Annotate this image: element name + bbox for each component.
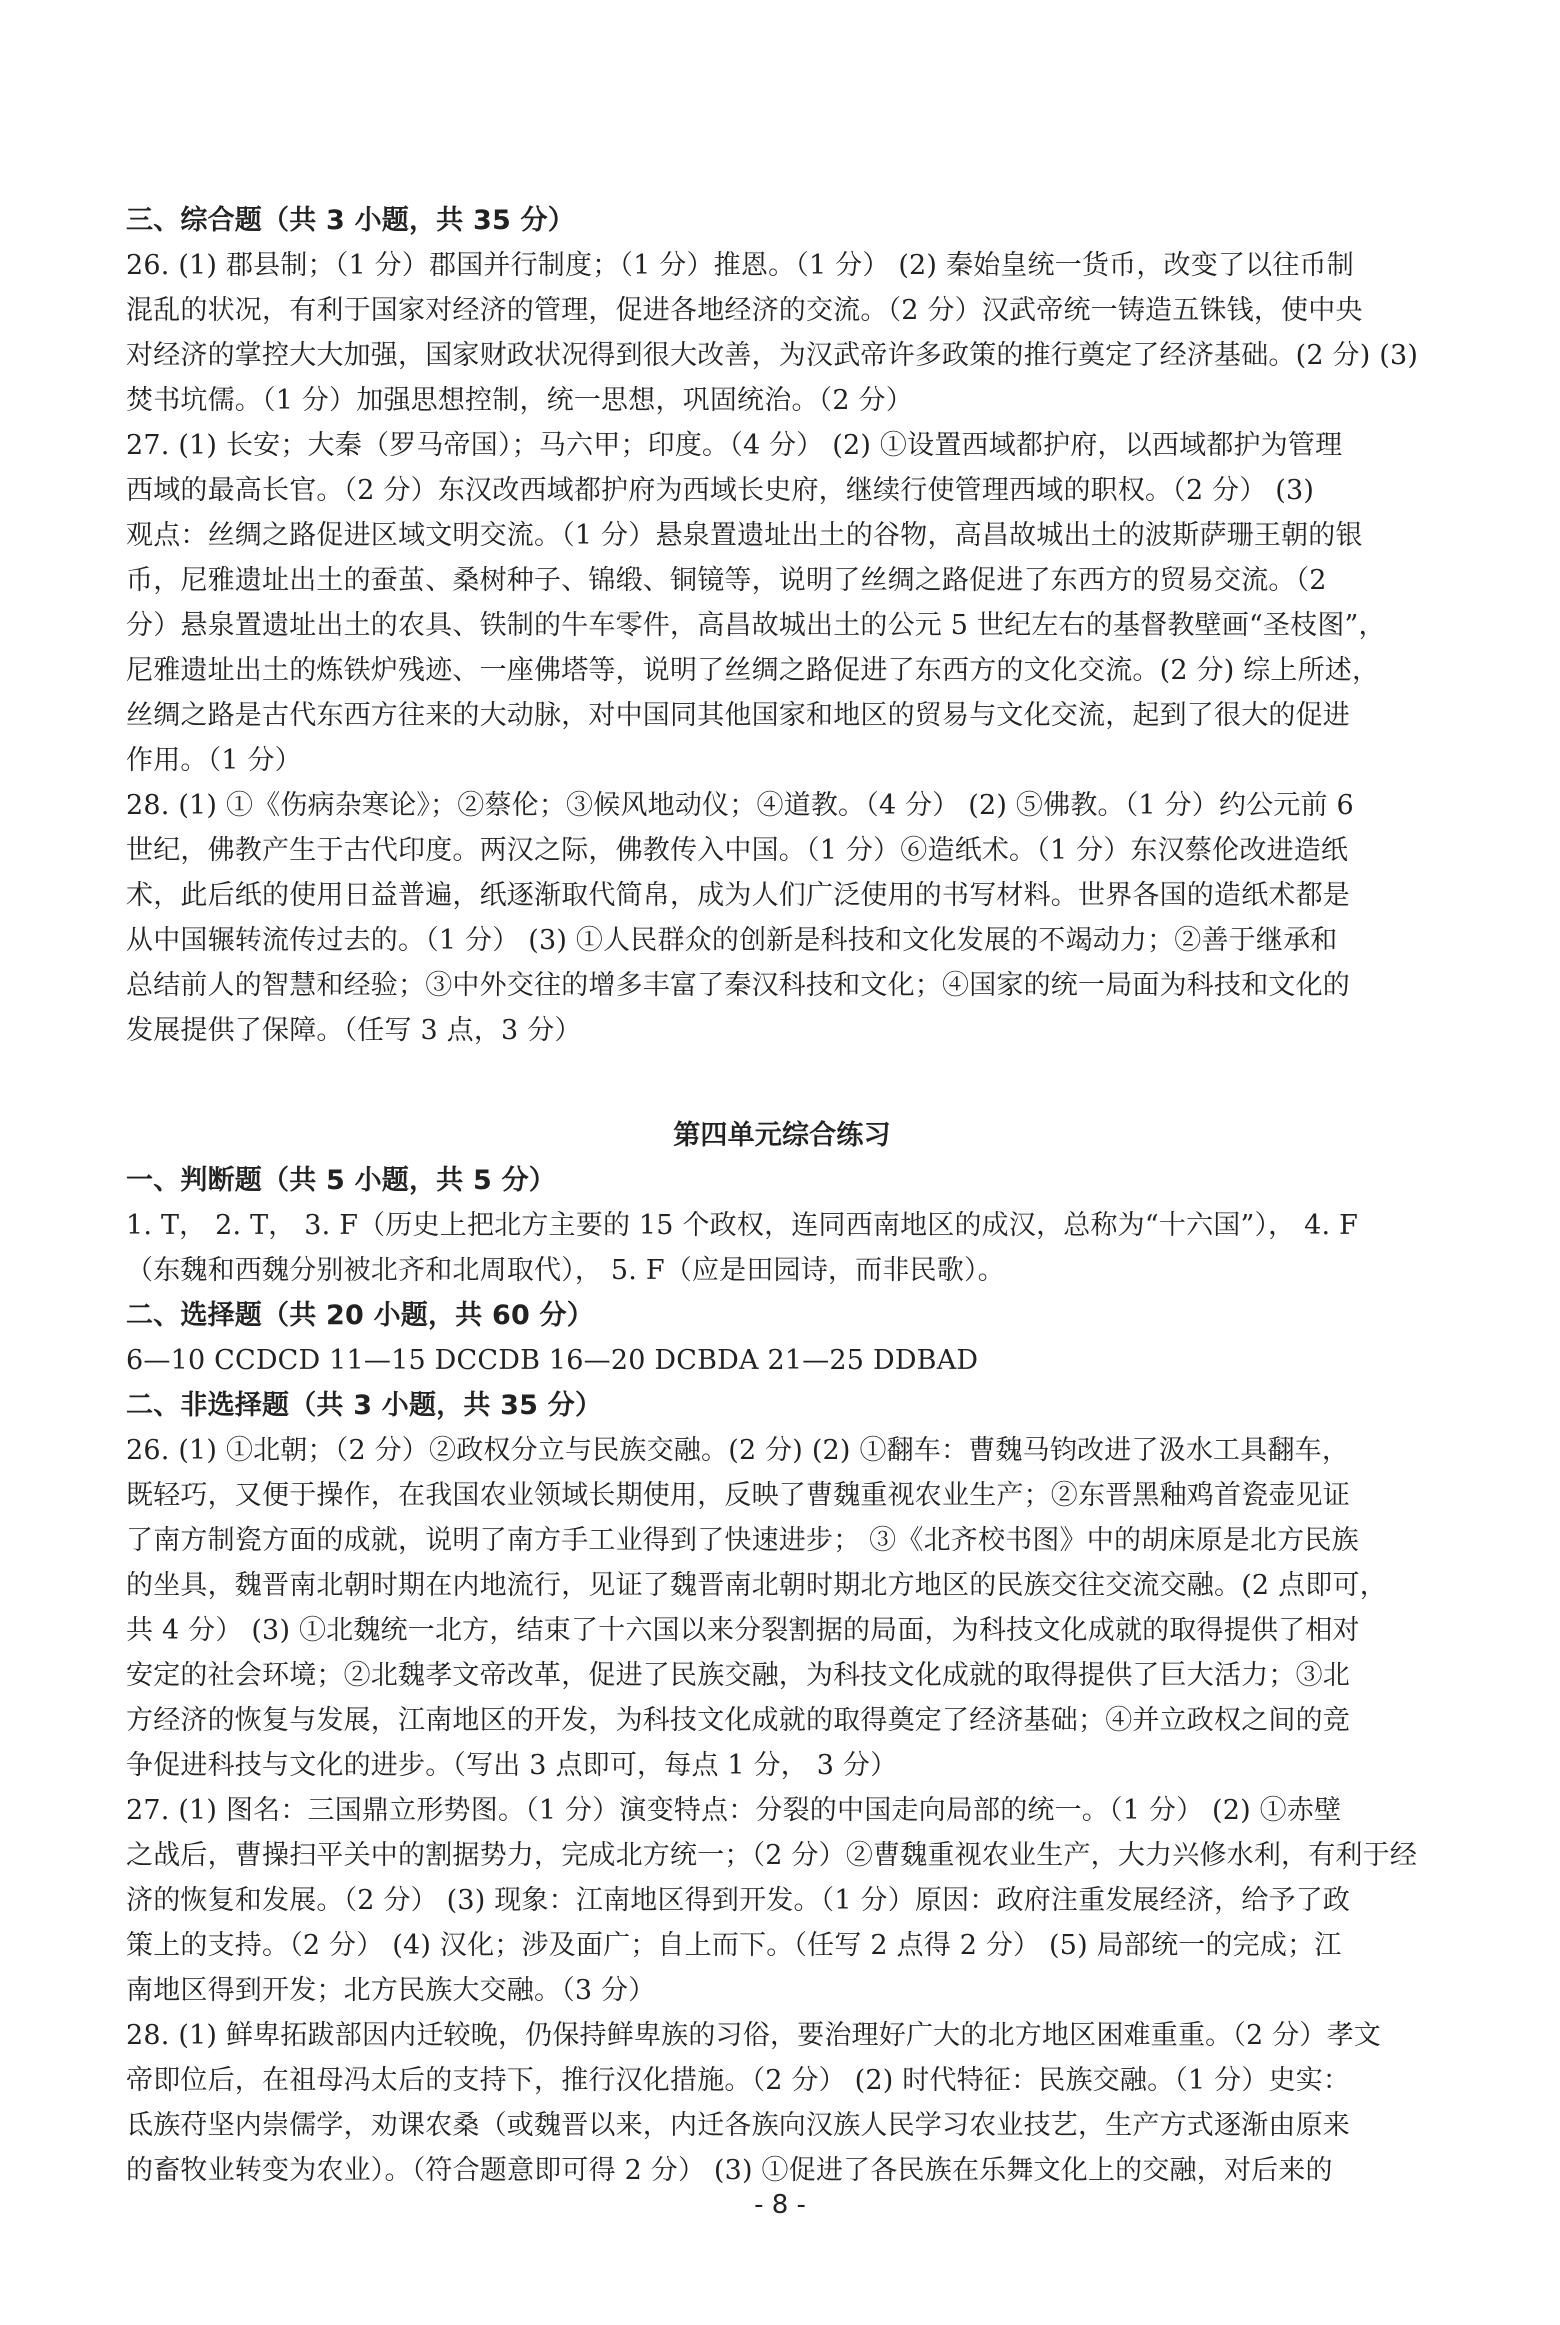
text-line: 济的恢复和发展。（2 分） (3) 现象：江南地区得到开发。（1 分）原因：政府注重发展经济，给予了政: [126, 1885, 1351, 1916]
text-line: 发展提供了保障。（任写 3 点，3 分）: [126, 1015, 582, 1046]
text-line: 既轻巧，又便于操作，在我国农业领域长期使用，反映了曹魏重视农业生产；②东晋黑釉鸡首瓷壶见证: [126, 1480, 1350, 1511]
choice-answers: 6—10 CCDCD 11—15 DCCDB 16—20 DCBDA 21—25 DDBAD: [126, 1345, 979, 1376]
text-line: 总结前人的智慧和经验；③中外交往的增多丰富了秦汉科技和文化；④国家的统一局面为科技和文化的: [126, 970, 1350, 1001]
text-line: 方经济的恢复与发展，江南地区的开发，为科技文化成就的取得奠定了经济基础；④并立政权之间的竞: [126, 1705, 1350, 1736]
section3-heading: 三、综合题（共 3 小题，共 35 分）: [126, 205, 575, 236]
text-line: 对经济的掌控大大加强，国家财政状况得到很大改善，为汉武帝许多政策的推行奠定了经济基础。(2 分) (3): [126, 340, 1419, 371]
answer-page: [126, 198, 1438, 2193]
text-line: 的畜牧业转变为农业）。（符合题意即可得 2 分） (3) ①促进了各民族在乐舞文化上的交融，对后来的: [126, 2155, 1333, 2186]
text-line: 焚书坑儒。（1 分）加强思想控制，统一思想，巩固统治。（2 分）: [126, 385, 913, 416]
text-line: 了南方制瓷方面的成就，说明了南方手工业得到了快速进步； ③《北齐校书图》中的胡床原是北方民族: [126, 1525, 1359, 1556]
text-line: 共 4 分） (3) ①北魏统一北方，结束了十六国以来分裂割据的局面，为科技文化成就的取得提供了相对: [126, 1615, 1360, 1646]
section3-body: [126, 243, 1438, 1053]
text-line: 术，此后纸的使用日益普遍，纸逐渐取代简帛，成为人们广泛使用的书写材料。世界各国的造纸术都是: [126, 880, 1350, 911]
text-line: 氐族苻坚内崇儒学，劝课农桑（或魏晋以来，内迁各族向汉族人民学习农业技艺，生产方式逐渐由原来: [126, 2110, 1350, 2141]
text-line: 分）悬泉置遗址出土的农具、铁制的牛车零件，高昌故城出土的公元 5 世纪左右的基督教壁画“圣枝图”，: [126, 610, 1386, 641]
text-line: 安定的社会环境；②北魏孝文帝改革，促进了民族交融，为科技文化成就的取得提供了巨大活力；③北: [126, 1660, 1350, 1691]
text-line: 27. (1) 长安；大秦（罗马帝国）；马六甲；印度。（4 分） (2) ①设置西域都护府，以西域都护为管理: [126, 430, 1343, 461]
text-line: 28. (1) 鲜卑拓跋部因内迁较晚，仍保持鲜卑族的习俗，要治理好广大的北方地区困难重重。（2 分）孝文: [126, 2020, 1382, 2051]
page-number: - 8 -: [754, 2190, 806, 2220]
text-line: 世纪，佛教产生于古代印度。两汉之际，佛教传入中国。（1 分）⑥造纸术。（1 分）东汉蔡伦改进造纸: [126, 835, 1349, 866]
text-line: 争促进科技与文化的进步。（写出 3 点即可，每点 1 分， 3 分）: [126, 1750, 898, 1781]
text-line: 的坐具，魏晋南北朝时期在内地流行，见证了魏晋南北朝时期北方地区的民族交往交流交融。(2 点即可，: [126, 1570, 1387, 1601]
text-line: 从中国辗转流传过去的。（1 分） (3) ①人民群众的创新是科技和文化发展的不竭动力；②善于继承和: [126, 925, 1338, 956]
text-line: 策上的支持。（2 分） (4) 汉化；涉及面广；自上而下。（任写 2 点得 2 分） (5) 局部统一的完成；江: [126, 1930, 1342, 1961]
choice-heading: 二、选择题（共 20 小题，共 60 分）: [126, 1300, 594, 1331]
text-line: 尼雅遗址出土的炼铁炉残迹、一座佛塔等，说明了丝绸之路促进了东西方的文化交流。(2 分) 综上所述，: [126, 655, 1380, 686]
unit4-title: 第四单元综合练习: [673, 1120, 891, 1151]
text-line: 混乱的状况，有利于国家对经济的管理，促进各地经济的交流。（2 分）汉武帝统一铸造五铢钱，使中央: [126, 295, 1363, 326]
text-line: 27. (1) 图名：三国鼎立形势图。（1 分）演变特点：分裂的中国走向局部的统一。（1 分） (2) ①赤壁: [126, 1795, 1342, 1826]
judge-heading: 一、判断题（共 5 小题，共 5 分）: [126, 1165, 556, 1196]
text-line: （东魏和西魏分别被北齐和北周取代）， 5. F（应是田园诗，而非民歌）。: [126, 1255, 1005, 1286]
text-line: 西域的最高长官。（2 分）东汉改西域都护府为西域长史府，继续行使管理西域的职权。（2 分） (3): [126, 475, 1315, 506]
text-line: 币，尼雅遗址出土的蚕茧、桑树种子、锦缎、铜镜等，说明了丝绸之路促进了东西方的贸易交流。（2: [126, 565, 1327, 596]
text-line: 帝即位后，在祖母冯太后的支持下，推行汉化措施。（2 分） (2) 时代特征：民族交融。（1 分）史实：: [126, 2065, 1351, 2096]
nonchoice-heading: 二、非选择题（共 3 小题，共 35 分）: [126, 1390, 603, 1421]
text-line: 观点：丝绸之路促进区域文明交流。（1 分）悬泉置遗址出土的谷物，高昌故城出土的波斯萨珊王朝的银: [126, 520, 1363, 551]
section-gap: [126, 1053, 1438, 1113]
text-line: 26. (1) ①北朝；（2 分）②政权分立与民族交融。(2 分) (2) ①翻车：曹魏马钧改进了汲水工具翻车，: [126, 1435, 1350, 1466]
nonchoice-body: [126, 1428, 1438, 2193]
text-line: 之战后，曹操扫平关中的割据势力，完成北方统一；（2 分）②曹魏重视农业生产，大力兴修水利，有利于经: [126, 1840, 1418, 1871]
text-line: 28. (1) ①《伤病杂寒论》；②蔡伦；③候风地动仪；④道教。（4 分） (2) ⑤佛教。（1 分）约公元前 6: [126, 790, 1354, 821]
text-line: 1. T， 2. T， 3. F（历史上把北方主要的 15 个政权，连同西南地区的成汉，总称为“十六国”）， 4. F: [126, 1210, 1359, 1241]
text-line: 26. (1) 郡县制；（1 分）郡国并行制度；（1 分）推恩。（1 分） (2) 秦始皇统一货币，改变了以往币制: [126, 250, 1354, 281]
text-line: 南地区得到开发；北方民族大交融。（3 分）: [126, 1975, 656, 2006]
text-line: 作用。（1 分）: [126, 745, 302, 776]
text-line: 丝绸之路是古代东西方往来的大动脉，对中国同其他国家和地区的贸易与文化交流，起到了很大的促进: [126, 700, 1350, 731]
